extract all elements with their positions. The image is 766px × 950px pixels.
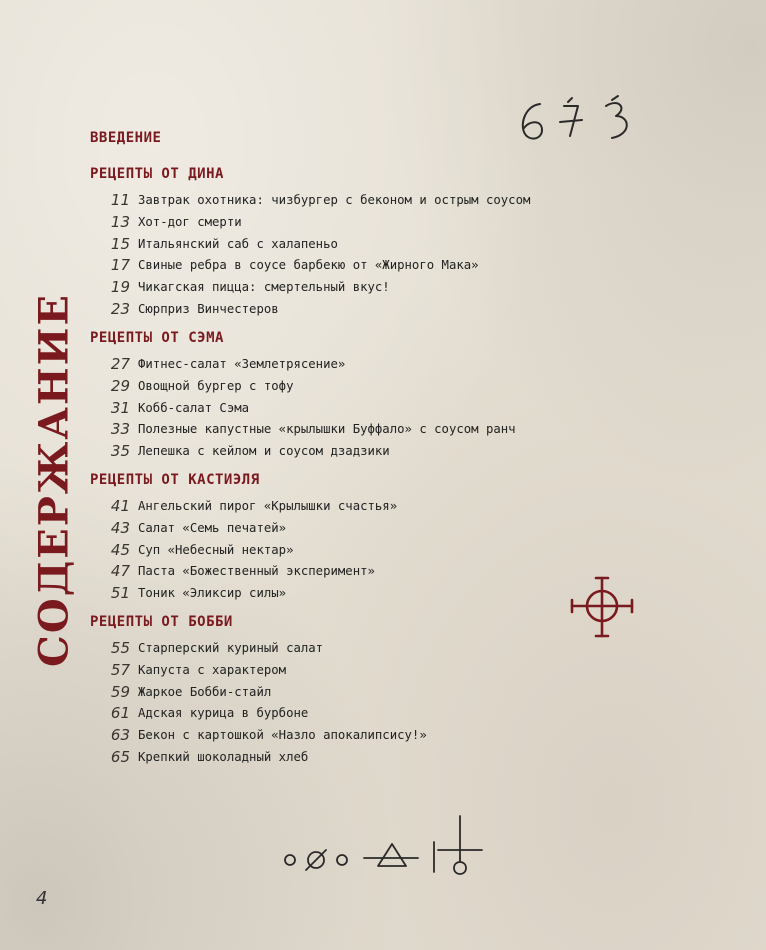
- entry-title: Овощной бургер с тофу: [138, 378, 294, 393]
- toc-entry: [90, 299, 530, 321]
- page-title-vertical: [24, 293, 84, 667]
- entry-page-number: 15: [110, 234, 130, 253]
- section-title: РЕЦЕПТЫ ОТ ДИНА: [90, 166, 224, 182]
- entry-title: Крепкий шоколадный хлеб: [138, 749, 309, 764]
- entry-page-number: 11: [110, 191, 130, 209]
- entry-page-number: 61: [110, 704, 130, 723]
- entry-title: Чикагская пицца: смертельный вкус!: [138, 280, 390, 295]
- entry-title: Лепешка с кейлом и соусом дзадзики: [138, 444, 390, 459]
- entry-page-number: 33: [110, 420, 130, 439]
- toc-entry: [90, 376, 516, 398]
- toc-entry: [90, 660, 427, 682]
- toc-entry: [90, 234, 530, 256]
- entry-page-number: 17: [110, 256, 130, 275]
- entry-page-number: 13: [110, 212, 130, 231]
- entry-title: Жаркое Бобби-стайл: [138, 684, 272, 699]
- entry-title: Сюрприз Винчестеров: [138, 301, 279, 316]
- toc-entry: [90, 583, 397, 605]
- section-title: РЕЦЕПТЫ ОТ СЭМА: [90, 330, 224, 346]
- entry-title: Салат «Семь печатей»: [138, 520, 287, 535]
- entry-title: Завтрак охотника: чизбургер с беконом и острым соусом: [138, 193, 531, 207]
- entry-title: Суп «Небесный нектар»: [138, 542, 294, 557]
- entry-title: Старперский куриный салат: [138, 641, 324, 655]
- entry-page-number: 41: [110, 497, 130, 515]
- entry-page-number: 63: [110, 726, 130, 745]
- entry-page-number: 31: [110, 398, 130, 417]
- entry-page-number: 19: [110, 278, 130, 297]
- entry-page-number: 23: [110, 299, 130, 318]
- entry-page-number: 43: [110, 518, 130, 537]
- toc-entry: [90, 561, 397, 583]
- entry-page-number: 51: [110, 584, 130, 603]
- toc-entry: [90, 277, 530, 299]
- section-bobby: [90, 612, 427, 769]
- entry-title: Фитнес-салат «Землетрясение»: [138, 357, 346, 371]
- entry-title: Паста «Божественный эксперимент»: [138, 564, 375, 579]
- entry-title: Свиные ребра в соусе барбекю от «Жирного Мака»: [138, 258, 479, 273]
- entry-page-number: 57: [110, 660, 130, 679]
- entry-page-number: 47: [110, 562, 130, 581]
- entry-page-number: 27: [110, 355, 130, 373]
- toc-entry: [90, 398, 516, 420]
- entry-title: Капуста с характером: [138, 662, 287, 677]
- page-title: СОДЕРЖАНИЕ: [30, 293, 78, 667]
- section-dean: [90, 164, 530, 321]
- intro-heading: ВВЕДЕНИЕ: [90, 130, 162, 146]
- toc-entry: [90, 190, 530, 212]
- entry-page-number: 55: [110, 639, 130, 657]
- toc-entry: [90, 354, 516, 376]
- toc-entry: [90, 441, 516, 463]
- entry-page-number: 65: [110, 747, 130, 766]
- section-sam: [90, 328, 516, 463]
- toc-entry: [90, 747, 427, 769]
- section-title: РЕЦЕПТЫ ОТ КАСТИЭЛЯ: [90, 472, 260, 488]
- toc-entry: [90, 518, 397, 540]
- section-castiel: [90, 470, 397, 605]
- toc-entry: [90, 725, 427, 747]
- entry-title: Итальянский саб с халапеньо: [138, 236, 338, 251]
- entry-title: Полезные капустные «крылышки Буффало» с соусом ранч: [138, 422, 516, 437]
- toc-entry: [90, 638, 427, 660]
- entry-title: Ангельский пирог «Крылышки счастья»: [138, 499, 398, 513]
- entry-page-number: 35: [110, 442, 130, 461]
- entry-page-number: 59: [110, 682, 130, 701]
- toc-entry: [90, 703, 427, 725]
- entry-title: Адская курица в бурбоне: [138, 706, 309, 721]
- toc-entry: [90, 540, 397, 562]
- toc-entry: [90, 496, 397, 518]
- entry-page-number: 29: [110, 376, 130, 395]
- toc-entry: [90, 212, 530, 234]
- entry-page-number: 45: [110, 540, 130, 559]
- toc-entry: [90, 419, 516, 441]
- toc-entry: [90, 255, 530, 277]
- occult-symbols-icon: [278, 810, 498, 894]
- entry-title: Кобб-салат Сэма: [138, 400, 250, 415]
- toc-entry: [90, 682, 427, 704]
- entry-title: Тоник «Эликсир силы»: [138, 586, 287, 601]
- section-title: РЕЦЕПТЫ ОТ БОББИ: [90, 614, 233, 630]
- handwritten-code-icon: [516, 92, 666, 156]
- cross-circle-sigil-icon: [566, 574, 638, 644]
- page-number: 4: [36, 888, 48, 909]
- entry-title: Хот-дог смерти: [138, 214, 242, 229]
- entry-title: Бекон с картошкой «Назло апокалипсису!»: [138, 728, 427, 743]
